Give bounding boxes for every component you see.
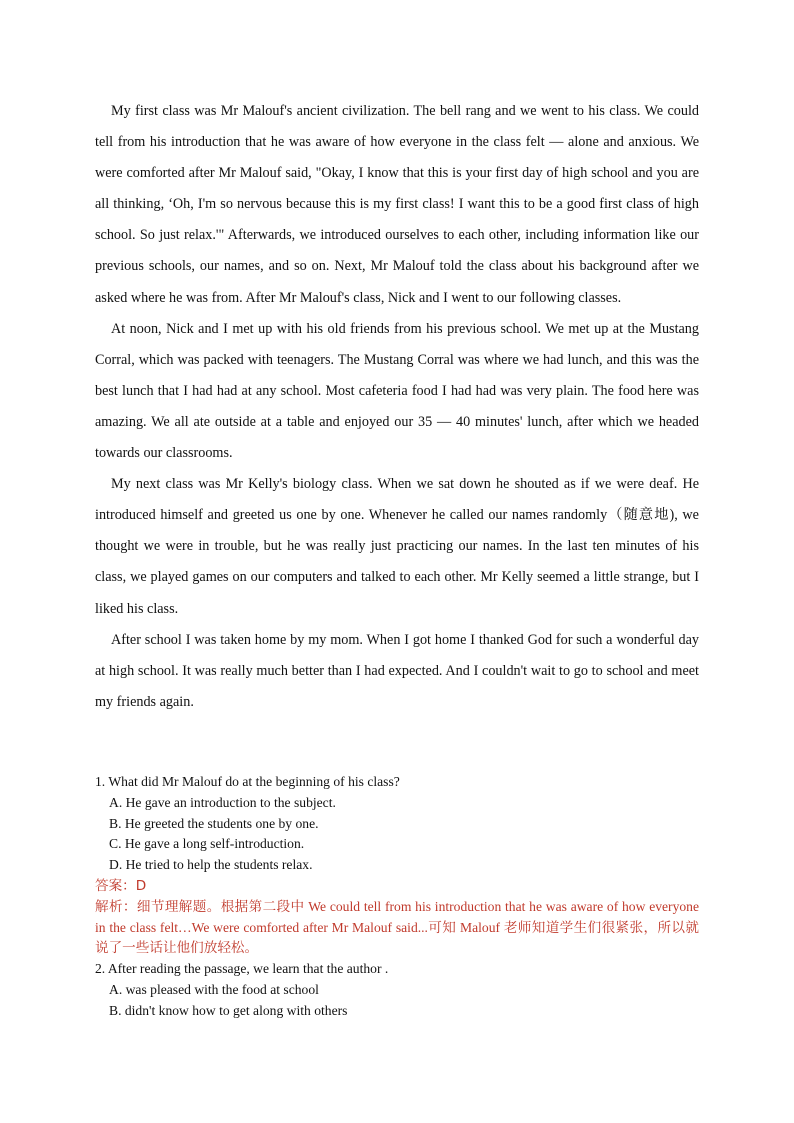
question-1-option-d: D. He tried to help the students relax. xyxy=(109,857,313,873)
passage-paragraph-4: After school I was taken home by my mom. When I got home I thanked God for such a wonderful day at high school. It was really much better than I had expected. And I couldn't wait to go to school and meet my friends again. xyxy=(95,631,699,710)
passage-paragraph-3 xyxy=(95,469,699,624)
question-1-answer: 答案：D xyxy=(95,877,147,894)
question-2-option-b: B. didn't know how to get along with others xyxy=(109,1002,348,1018)
reading-passage xyxy=(95,96,699,718)
chinese-gloss: 随意地 xyxy=(623,507,670,524)
passage-paragraph-2: At noon, Nick and I met up with his old friends from his previous school. We met up at the Mustang Corral, which was packed with teenagers. The Mustang Corral was where we had lunch, and this was the best lunch that I had had at any school. Most cafeteria food I had had was very plain. The food here was amazing. We all ate outside at a table and enjoyed our 35 — 40 minutes' lunch, after which we headed towards our classrooms. xyxy=(95,320,699,462)
question-1-option-c: C. He gave a long self-introduction. xyxy=(109,836,305,852)
question-1-stem: 1. What did Mr Malouf do at the beginning of his class? xyxy=(95,774,400,789)
question-1-option-a: A. He gave an introduction to the subject. xyxy=(109,794,336,810)
analysis-explanation: 老师知道学生们很紧张，所以就说了一些话让他们放轻松。 xyxy=(95,919,699,957)
analysis-connector: 可知 xyxy=(427,919,457,936)
analysis-name: Malouf xyxy=(456,919,504,935)
question-2-stem: 2. After reading the passage, we learn that the author . xyxy=(95,961,389,977)
passage-paragraph-1: My first class was Mr Malouf's ancient civilization. The bell rang and we went to his class. We could tell from his introduction that he was aware of how everyone in the class felt — alone and anxious. We were comforted after Mr Malouf said, "Okay, I know that this is your first day of high school and you are all thinking, ‘Oh, I'm so nervous because this is my first class! I want this to be a good first class of high school. So just relax.'" Afterwards, we introduced ourselves to each other, including information like our previous schools, our names, and so on. Next, Mr Malouf told the class about his background after we asked where he was from. After Mr Malouf's class, Nick and I went to our following classes. xyxy=(95,103,699,306)
question-1-analysis xyxy=(95,897,699,959)
question-section xyxy=(95,772,699,1022)
analysis-label: 解析：细节理解题。根据第二段中 xyxy=(95,898,305,915)
analysis-quote: We could tell from his introduction that he was aware of how everyone in the class felt…We were comforted after Mr Malouf said... xyxy=(95,898,700,935)
question-2-option-a: A. was pleased with the food at school xyxy=(109,981,319,997)
paragraph-3-text-end: ), we thought we were in trouble, but he was really just practicing our names. In the last ten minutes of his class, we played games on our computers and talked to each other. Mr Kelly seemed a little strange, but I liked his class. xyxy=(95,507,699,617)
question-1-option-b: B. He greeted the students one by one. xyxy=(109,815,319,831)
paragraph-3-text-start: My next class was Mr Kelly's biology class. When we sat down he shouted as if we were deaf. He introduced himself and greeted us one by one. Whenever he called our names randomly（ xyxy=(95,476,699,524)
